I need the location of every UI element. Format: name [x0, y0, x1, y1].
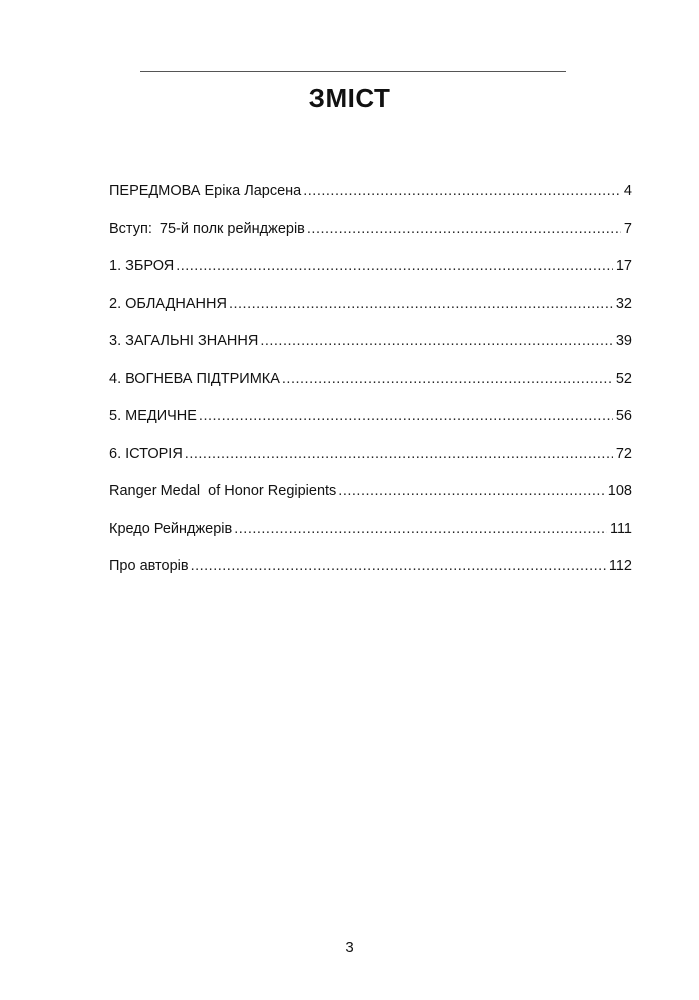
- toc-entry: [109, 480, 632, 518]
- toc-entry: [109, 255, 632, 293]
- toc-entry-label: ПЕРЕДМОВА Еріка Ларсена: [109, 183, 302, 199]
- toc-entry-page: 4: [623, 183, 632, 199]
- toc-entry: [109, 443, 632, 481]
- toc-entry-page: 39: [615, 333, 632, 349]
- toc-entry: [109, 180, 632, 218]
- toc-dot-leader: [185, 443, 613, 465]
- toc-entry-page: 112: [608, 558, 632, 574]
- toc-entry-label: 5. МЕДИЧНЕ: [109, 408, 197, 424]
- toc-dot-leader: [229, 293, 613, 315]
- toc-entry-label: 6. ІСТОРІЯ: [109, 445, 183, 462]
- toc-entry-label: 2. ОБЛАДНАННЯ: [109, 295, 227, 312]
- toc-entry: [109, 518, 632, 556]
- toc-dot-leader: [260, 330, 613, 352]
- toc-entry-page: 72: [615, 445, 632, 462]
- toc-entry-label: 4. ВОГНЕВА ПІДТРИМКА: [109, 370, 280, 387]
- toc-entry: [109, 405, 632, 443]
- table-of-contents: [109, 180, 632, 593]
- toc-entry-label: Про авторів: [109, 558, 189, 574]
- toc-entry-page: 32: [615, 295, 632, 312]
- toc-entry-page: 108: [607, 483, 632, 499]
- toc-entry-label: Вступ: 75-й полк рейнджерів: [109, 220, 305, 237]
- toc-dot-leader: [199, 405, 613, 427]
- toc-entry-page: 52: [615, 370, 632, 387]
- toc-dot-leader: [338, 480, 605, 502]
- toc-dot-leader: [234, 518, 607, 540]
- toc-dot-leader: [176, 255, 613, 277]
- page-title: ЗМІСТ: [308, 83, 391, 113]
- toc-dot-leader: [303, 180, 621, 202]
- toc-entry-page: 7: [623, 220, 632, 237]
- toc-entry-page: 17: [615, 258, 632, 274]
- toc-entry: [109, 293, 632, 331]
- toc-entry-label: 1. ЗБРОЯ: [109, 258, 175, 274]
- toc-entry: [109, 218, 632, 256]
- toc-dot-leader: [282, 368, 613, 390]
- toc-entry-label: 3. ЗАГАЛЬНІ ЗНАННЯ: [109, 333, 259, 349]
- page-number: 3: [345, 939, 354, 956]
- toc-entry-page: 111: [609, 520, 632, 537]
- header-rule: [140, 71, 566, 72]
- toc-dot-leader: [191, 555, 606, 577]
- toc-entry-label: Кредо Рейнджерів: [109, 520, 233, 537]
- toc-entry: [109, 330, 632, 368]
- toc-dot-leader: [307, 218, 621, 240]
- toc-entry-page: 56: [615, 408, 632, 424]
- toc-entry-label: Ranger Medal of Honor Regipients: [109, 483, 337, 499]
- toc-entry: [109, 368, 632, 406]
- toc-entry: [109, 555, 632, 593]
